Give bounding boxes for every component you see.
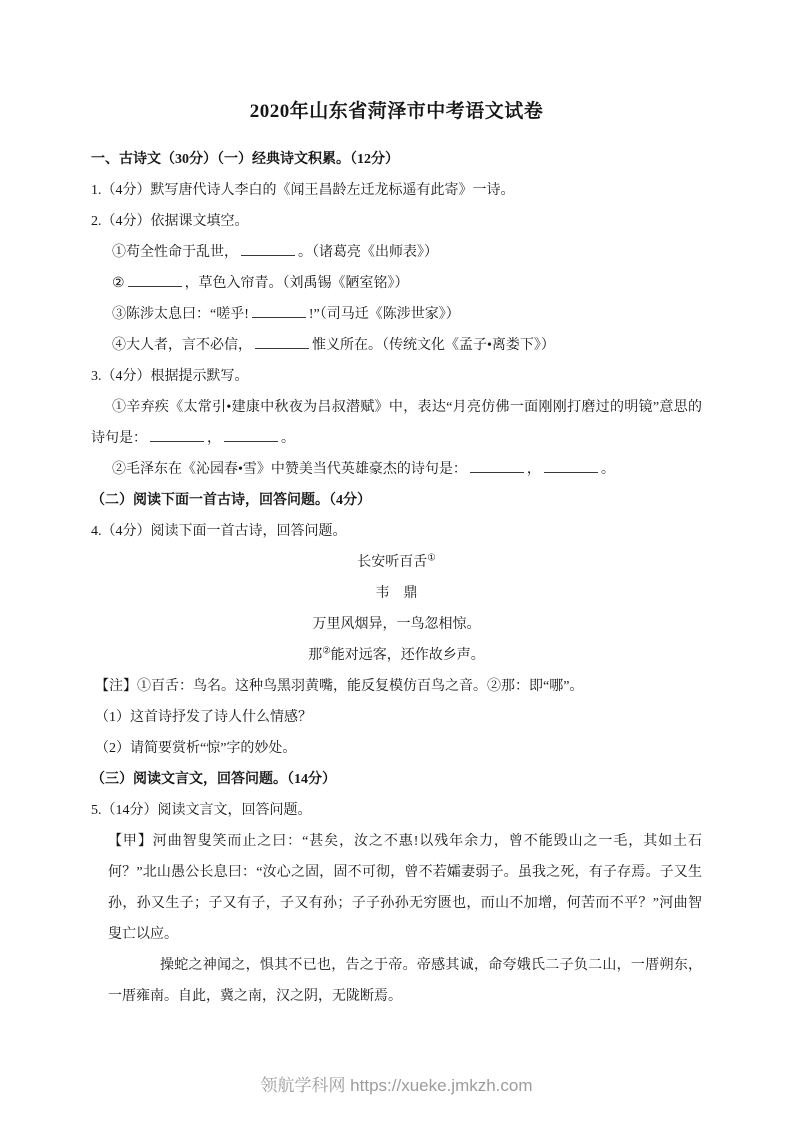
- fill-in-blank: [224, 428, 278, 442]
- poem-author: 韦 鼎: [375, 586, 418, 601]
- fill-in-blank: [470, 459, 524, 473]
- question-2-sub-3: ③陈涉太息曰：“嗟乎! !”（司马迁《陈涉世家》）: [91, 299, 702, 330]
- exam-content: [91, 96, 702, 1012]
- classical-passage-1: 【甲】河曲智叟笑而止之曰：“甚矣，汝之不惠!以残年余力，曾不能毁山之一毛，其如土石何？”北山愚公长息曰：“汝心之固，固不可彻，曾不若孀妻弱子。虽我之死，有子存焉。子又生孙，孙又生子；子又有子，子又有孙；子子孙孙无穷匮也，而山不加增，何苦而不平？”河曲智叟亡以应。: [108, 834, 702, 942]
- classical-passage-2: 操蛇之神闻之，惧其不已也，告之于帝。帝感其诚，命夸娥氏二子负二山，一厝朔东，一厝雍南。自此，冀之南，汉之阴，无陇断焉。: [108, 958, 702, 1004]
- question-3: 3.（4分）根据提示默写。: [91, 369, 249, 384]
- question-5: 5.（14分）阅读文言文，回答问题。: [91, 803, 312, 818]
- question-3-sub-1: ①辛弃疾《太常引•建康中秋夜为吕叔潜赋》中，表达“月亮仿佛一面刚刚打磨过的明镜”意思的诗句是： ， 。: [91, 400, 702, 446]
- question-4-part-2: （2）请简要赏析“惊”字的妙处。: [95, 741, 297, 756]
- question-3-sub-2: ②毛泽东在《沁园春•雪》中赞美当代英雄豪杰的诗句是： ， 。: [91, 454, 702, 485]
- question-2-sub-2: ② ，草色入帘青。（刘禹锡《陋室铭》）: [91, 268, 702, 299]
- question-2-sub-1: ①苟全性命于乱世， 。（诸葛亮《出师表》）: [91, 237, 702, 268]
- question-2: 2.（4分）依据课文填空。: [91, 214, 249, 229]
- fill-in-blank: [150, 428, 204, 442]
- superscript-note-ref: ②: [322, 646, 331, 657]
- poem-line-2: 那②能对远客，还作故乡声。: [308, 646, 485, 663]
- question-4-part-1: （1）这首诗抒发了诗人什么情感？: [95, 710, 312, 725]
- poem-title: 长安听百舌①: [357, 553, 436, 570]
- fill-in-blank: [241, 242, 295, 256]
- section-3-heading: （三）阅读文言文，回答问题。（14分）: [91, 772, 336, 787]
- fill-in-blank: [544, 459, 598, 473]
- fill-in-blank: [252, 304, 306, 318]
- poem-note: 【注】①百舌：鸟名。这种鸟黑羽黄嘴，能反复模仿百鸟之音。②那：即“哪”。: [95, 679, 584, 694]
- question-1: 1.（4分）默写唐代诗人李白的《闻王昌龄左迁龙标遥有此寄》一诗。: [91, 183, 515, 198]
- paper-title: 2020年山东省菏泽市中考语文试卷: [249, 101, 544, 122]
- poem-line-1: 万里风烟异，一鸟忽相惊。: [312, 617, 481, 632]
- question-2-sub-4: ④大人者，言不必信， 惟义所在。（传统文化《孟子•离娄下》）: [91, 330, 702, 361]
- question-4: 4.（4分）阅读下面一首古诗，回答问题。: [91, 524, 347, 539]
- footer-watermark: 领航学科网 https://xueke.jmkzh.com: [260, 1076, 533, 1095]
- superscript-note-ref: ①: [427, 553, 436, 564]
- section-2-heading: （二）阅读下面一首古诗，回答问题。（4分）: [91, 493, 371, 508]
- fill-in-blank: [255, 335, 309, 349]
- fill-in-blank: [128, 273, 182, 287]
- section-1-heading: 一、古诗文（30分）（一）经典诗文积累。（12分）: [91, 152, 399, 167]
